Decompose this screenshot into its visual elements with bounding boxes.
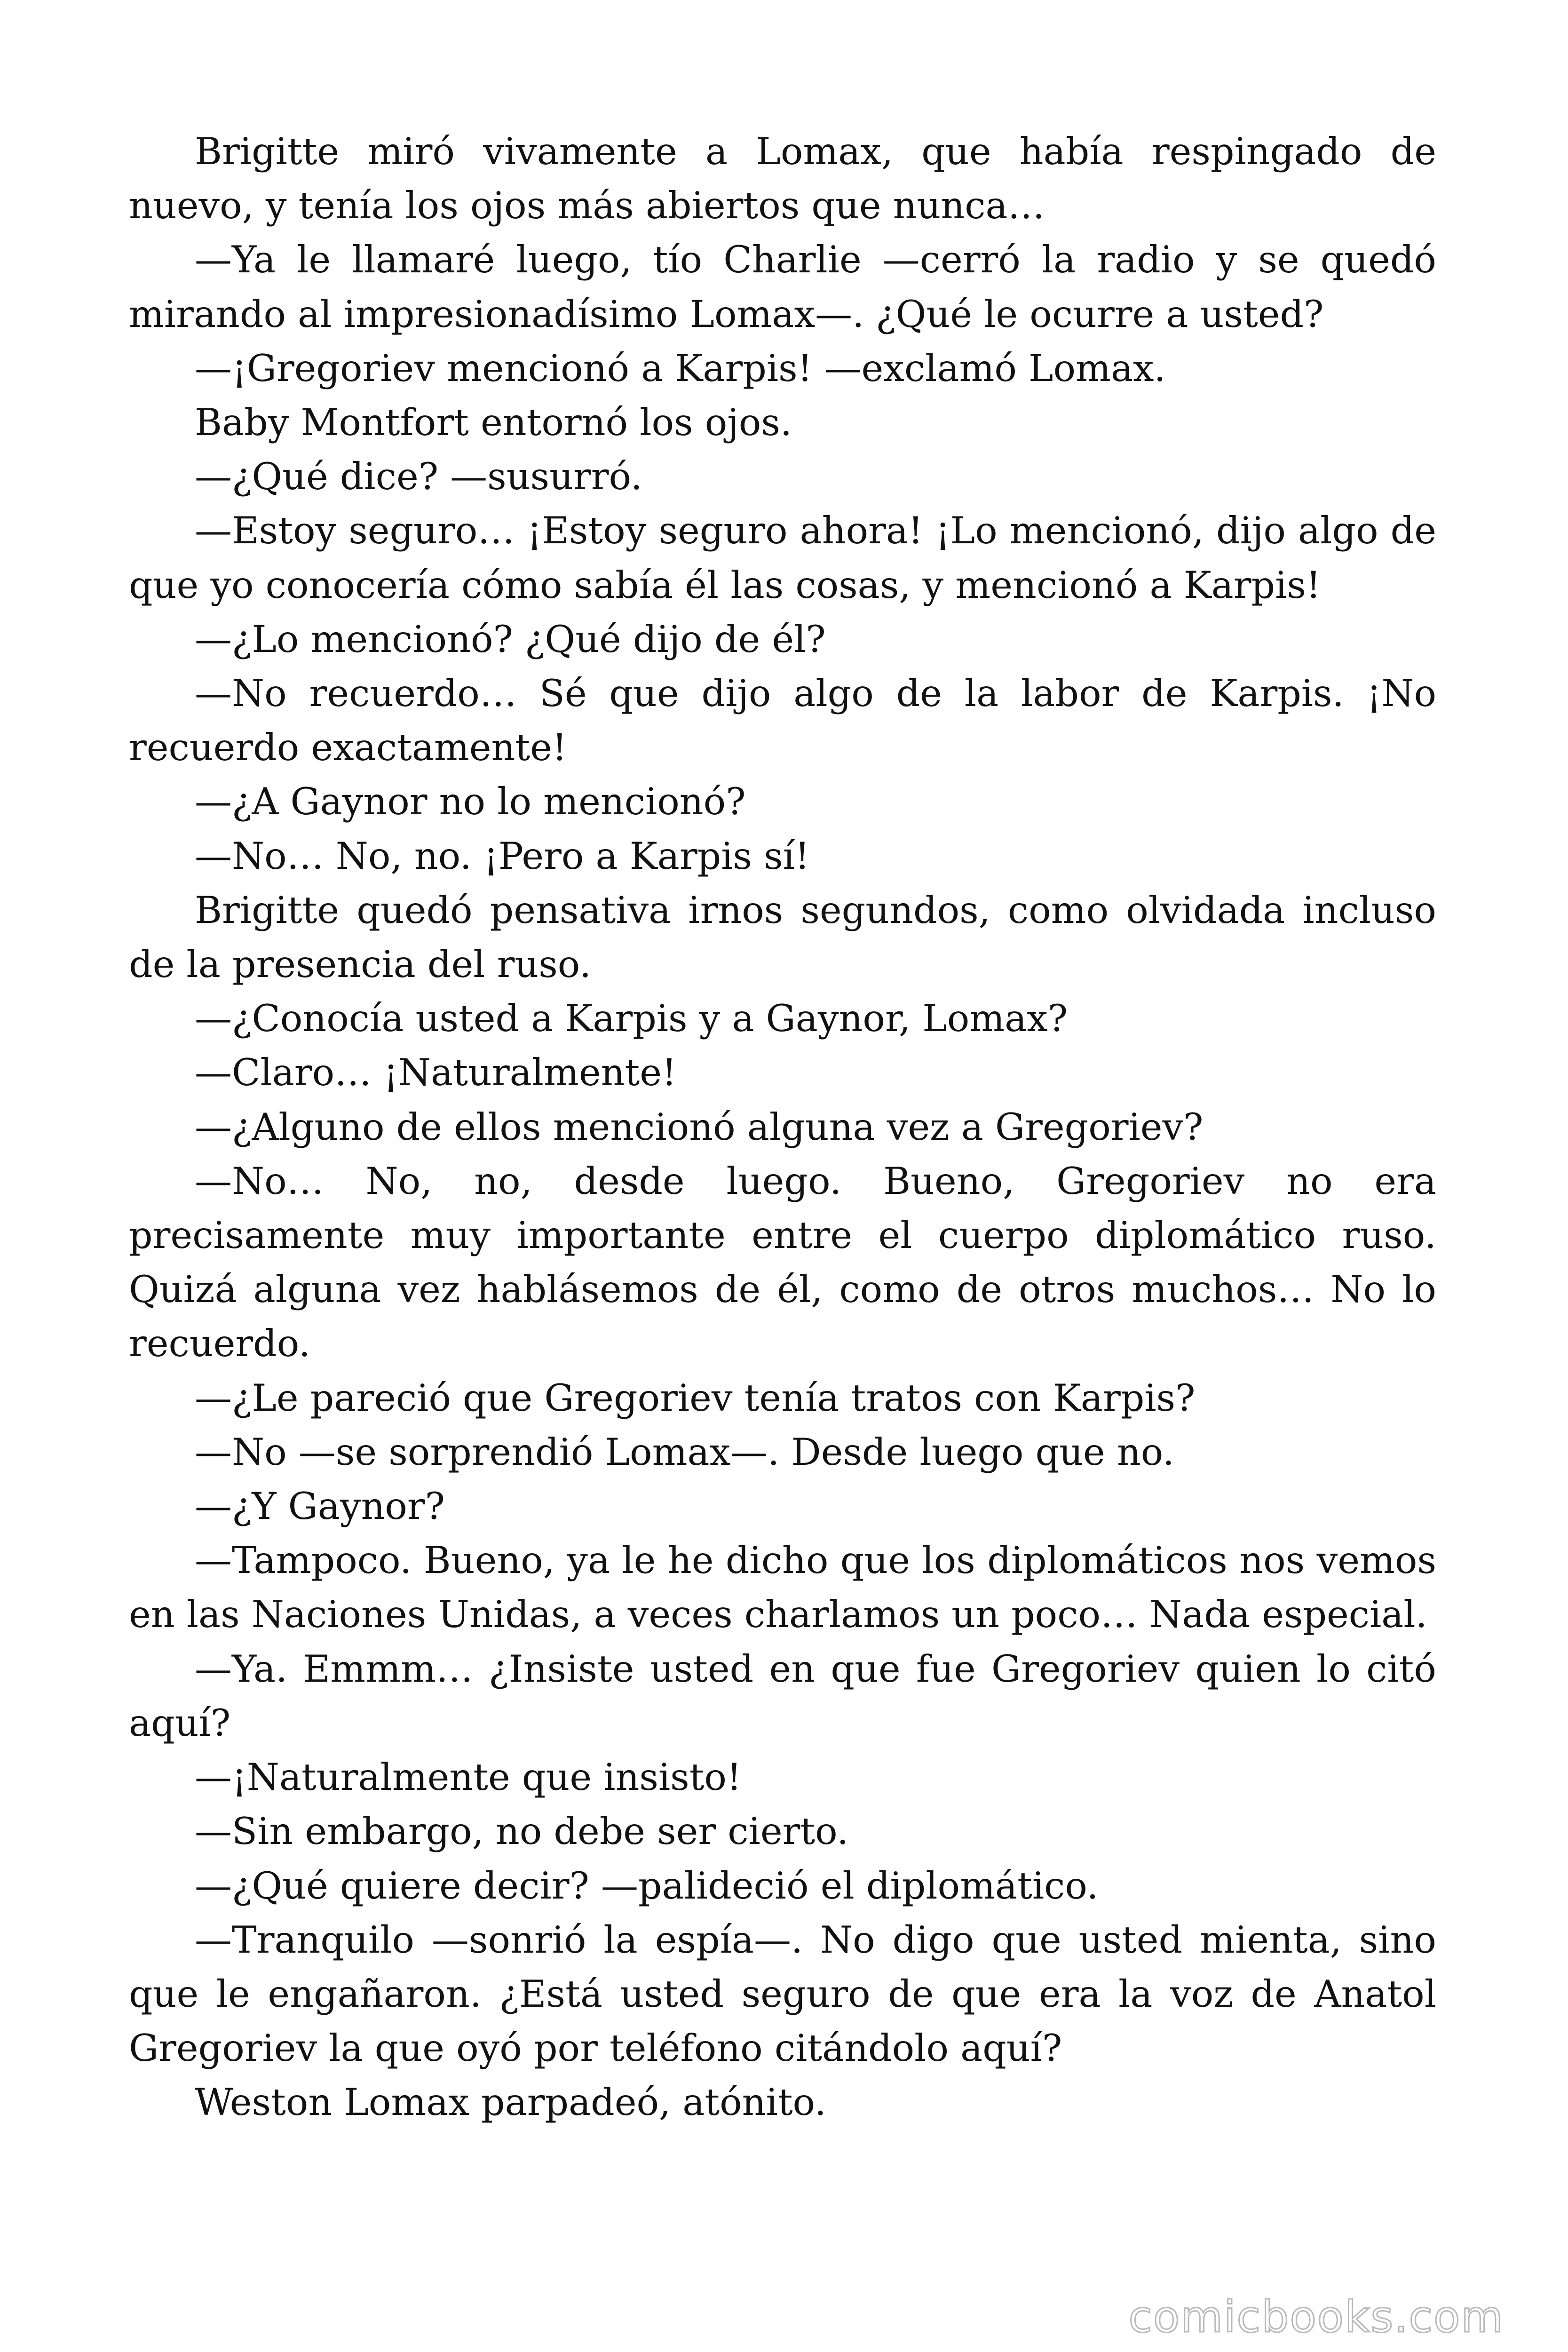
paragraph: —¿Le pareció que Gregoriev tenía tratos con Karpis? (195, 1376, 1196, 1420)
paragraph: —Tampoco. Bueno, ya le he dicho que los diplomáticos nos vemos en las Naciones Unidas, a veces charlamos un poco… Nada especial. (129, 1539, 1436, 1637)
paragraph: —No recuerdo… Sé que dijo algo de la labor de Karpis. ¡No recuerdo exactamente! (129, 672, 1436, 770)
paragraph: —¿Y Gaynor? (195, 1485, 445, 1528)
paragraph: —¿Lo mencionó? ¿Qué dijo de él? (195, 617, 826, 661)
paragraph: —¡Naturalmente que insisto! (195, 1756, 742, 1799)
paragraph: Weston Lomax parpadeó, atónito. (195, 2081, 826, 2124)
paragraph: —No… No, no, desde luego. Bueno, Gregoriev no era precisamente muy importante entre el cuerpo diplomático ruso. Quizá alguna vez hablásemos de él, como de otros muchos… No lo recuerdo. (129, 1159, 1436, 1366)
paragraph: —¡Gregoriev mencionó a Karpis! —exclamó Lomax. (195, 346, 1166, 390)
paragraph: Brigitte quedó pensativa irnos segundos, como olvidada incluso de la presencia del ruso. (129, 888, 1436, 986)
paragraph: —¿Qué quiere decir? —palideció el diplomático. (195, 1864, 1099, 1907)
page-body (129, 125, 1436, 2130)
paragraph: —Sin embargo, no debe ser cierto. (195, 1810, 849, 1853)
paragraph: —Estoy seguro… ¡Estoy seguro ahora! ¡Lo mencionó, dijo algo de que yo conocería cómo sabía él las cosas, y mencionó a Karpis! (129, 509, 1436, 607)
paragraph: —¿Alguno de ellos mencionó alguna vez a Gregoriev? (195, 1105, 1204, 1149)
paragraph: —Claro… ¡Naturalmente! (195, 1051, 677, 1095)
watermark: comicbooks.com (1128, 2292, 1504, 2342)
paragraph: —¿Conocía usted a Karpis y a Gaynor, Lomax? (195, 997, 1068, 1041)
paragraph: —¿A Gaynor no lo mencionó? (195, 780, 746, 824)
paragraph: —No… No, no. ¡Pero a Karpis sí! (195, 834, 810, 878)
paragraph: Brigitte miró vivamente a Lomax, que había respingado de nuevo, y tenía los ojos más abiertos que nunca… (129, 130, 1436, 228)
paragraph: —Ya le llamaré luego, tío Charlie —cerró la radio y se quedó mirando al impresionadísimo Lomax—. ¿Qué le ocurre a usted? (129, 238, 1436, 336)
paragraph: —Tranquilo —sonrió la espía—. No digo que usted mienta, sino que le engañaron. ¿Está usted seguro de que era la voz de Anatol Gregoriev la que oyó por teléfono citándolo aquí? (129, 1918, 1436, 2070)
paragraph: —¿Qué dice? —susurró. (195, 455, 642, 499)
paragraph: —Ya. Emmm… ¿Insiste usted en que fue Gregoriev quien lo citó aquí? (129, 1647, 1436, 1745)
paragraph: Baby Montfort entornó los ojos. (195, 401, 792, 445)
paragraph: —No —se sorprendió Lomax—. Desde luego que no. (195, 1430, 1175, 1474)
